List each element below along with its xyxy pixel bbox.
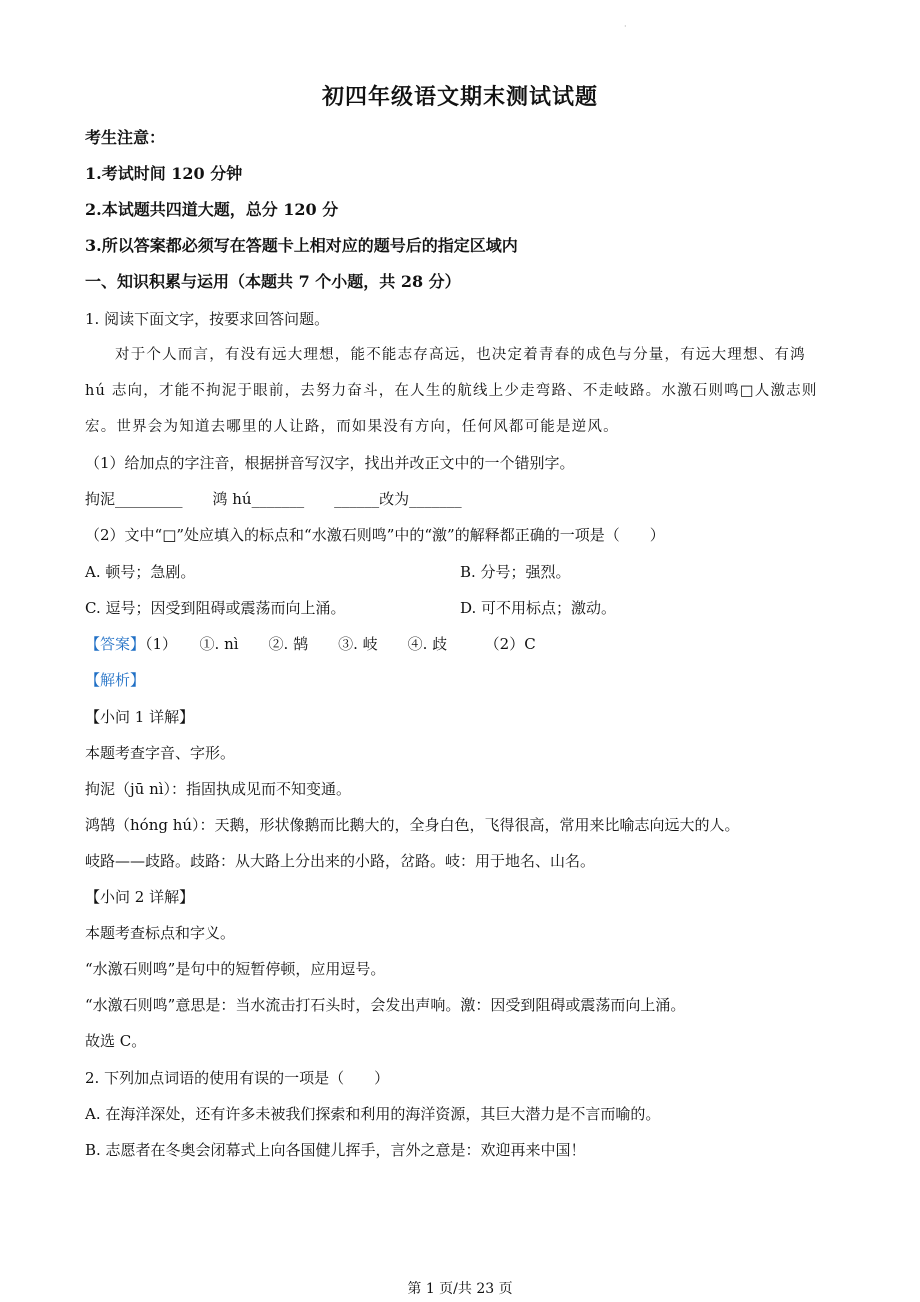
answer-text: （1） ①. nì ②. 鹄 ③. 岐 ④. 歧 （2）C (145, 635, 536, 653)
detail-line: 岐路——歧路。歧路：从大路上分出来的小路，岔路。岐：用于地名、山名。 (85, 852, 596, 870)
detail-label: 【小问 2 详解】 (85, 888, 195, 906)
page-footer: 第 1 页/共 23 页 (407, 1281, 513, 1297)
notice-item: 3.所以答案都必须写在答题卡上相对应的题号后的指定区域内 (85, 236, 518, 255)
passage-line: hú 志向，才能不拘泥于眼前，去努力奋斗，在人生的航线上少走弯路、不走岐路。水激石则鸣□人激志则 (85, 383, 818, 399)
detail-label: 【小问 1 详解】 (85, 708, 195, 726)
answer-label: 【答案】 (85, 635, 146, 653)
detail-line: 故选 C。 (85, 1032, 147, 1050)
sub-question: （2）文中“□”处应填入的标点和“水激石则鸣”中的“激”的解释都正确的一项是（ ） (85, 526, 665, 544)
analysis-label: 【解析】 (85, 671, 146, 689)
option-a: A. 在海洋深处，还有许多未被我们探索和利用的海洋资源，其巨大潜力是不言而喻的。 (85, 1105, 661, 1123)
detail-line: “水激石则鸣”是句中的短暂停顿，应用逗号。 (85, 960, 386, 978)
notice-item: 1.考试时间 120 分钟 (85, 164, 243, 183)
notice-heading: 考生注意： (85, 128, 166, 147)
detail-line: “水激石则鸣”意思是：当水流击打石头时，会发出声响。激：因受到阻碍或震荡而向上涌。 (85, 996, 686, 1014)
notice-item: 2.本试题共四道大题，总分 120 分 (85, 200, 339, 219)
option-d: D. 可不用标点；激动。 (460, 599, 617, 617)
scan-dot: · (624, 22, 627, 31)
question-stem: 1. 阅读下面文字，按要求回答问题。 (85, 310, 330, 328)
answer-blanks: 拘泥_________ 鸿 hú_______ ______改为_______ (85, 490, 462, 508)
section-heading: 一、知识积累与运用（本题共 7 个小题，共 28 分） (85, 272, 461, 291)
detail-line: 本题考查标点和字义。 (85, 924, 236, 942)
sub-question: （1）给加点的字注音，根据拼音写汉字，找出并改正文中的一个错别字。 (85, 454, 575, 472)
detail-line: 本题考查字音、字形。 (85, 744, 236, 762)
passage-line: 宏。世界会为知道去哪里的人让路，而如果没有方向，任何风都可能是逆风。 (85, 419, 619, 435)
option-b: B. 志愿者在冬奥会闭幕式上向各国健儿挥手，言外之意是：欢迎再来中国！ (85, 1141, 586, 1159)
passage-line: 对于个人而言，有没有远大理想，能不能志存高远，也决定着青春的成色与分量，有远大理想、有鸿 (115, 347, 806, 363)
question-stem: 2. 下列加点词语的使用有误的一项是（ ） (85, 1069, 390, 1087)
detail-line: 鸿鹄（hóng hú）：天鹅，形状像鹅而比鹅大的，全身白色，飞得很高，常用来比喻志向远大的人。 (85, 816, 740, 834)
option-b: B. 分号；强烈。 (460, 563, 571, 581)
page-title: 初四年级语文期末测试试题 (321, 84, 598, 110)
option-c: C. 逗号；因受到阻碍或震荡而向上涌。 (85, 599, 346, 617)
detail-line: 拘泥（jū nì）：指固执成见而不知变通。 (85, 780, 352, 798)
option-a: A. 顿号；急剧。 (85, 563, 196, 581)
answer-row (85, 634, 536, 654)
